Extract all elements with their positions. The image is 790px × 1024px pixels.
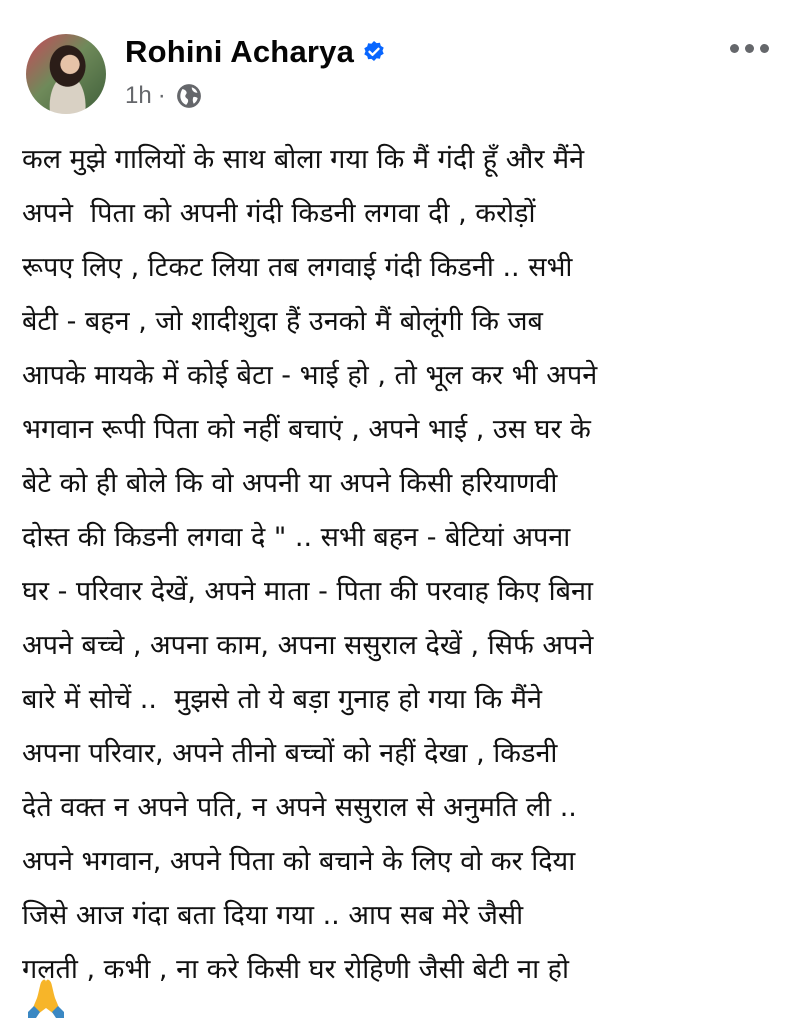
globe-icon[interactable]	[176, 83, 202, 109]
post-header	[0, 0, 790, 125]
post-text-line: घर - परिवार देखें, अपने माता - पिता की परवाह किए बिना	[22, 576, 593, 607]
dot-icon	[730, 44, 739, 53]
post-text-line: भगवान रूपी पिता को नहीं बचाएं , अपने भाई , उस घर के	[22, 414, 591, 445]
folded-hands-emoji-icon	[24, 976, 68, 1020]
post-text-line: अपने बच्चे , अपना काम, अपना ससुराल देखें , सिर्फ अपने	[22, 630, 594, 661]
meta-separator: ·	[157, 82, 166, 109]
dot-icon	[745, 44, 754, 53]
dot-icon	[760, 44, 769, 53]
post-text-line: दोस्त की किडनी लगवा दे " .. सभी बहन - बेटियां अपना	[22, 522, 571, 553]
post-timestamp[interactable]: 1h	[125, 82, 152, 109]
more-options-button[interactable]	[726, 40, 773, 57]
post-text-line: अपने भगवान, अपने पिता को बचाने के लिए वो कर दिया	[22, 846, 576, 877]
post-meta	[125, 82, 202, 110]
author-avatar[interactable]	[26, 34, 106, 114]
post-text-line: गलती , कभी , ना करे किसी घर रोहिणी जैसी बेटी ना हो	[22, 954, 569, 985]
post-text-line: आपके मायके में कोई बेटा - भाई हो , तो भूल कर भी अपने	[22, 360, 598, 391]
post-text-line: अपना परिवार, अपने तीनो बच्चों को नहीं देखा , किडनी	[22, 738, 558, 769]
post-text-line: कल मुझे गालियों के साथ बोला गया कि मैं गंदी हूँ और मैंने	[22, 144, 585, 175]
post-text-line: जिसे आज गंदा बता दिया गया .. आप सब मेरे जैसी	[22, 900, 524, 931]
post-text-line: बेटे को ही बोले कि वो अपनी या अपने किसी हरियाणवी	[22, 468, 558, 499]
author-row	[125, 34, 386, 70]
post-text-line: रूपए लिए , टिकट लिया तब लगवाई गंदी किडनी .. सभी	[22, 252, 573, 283]
post-text-line: बारे में सोचें .. मुझसे तो ये बड़ा गुनाह हो गया कि मैंने	[22, 684, 542, 715]
post-text-line: अपने पिता को अपनी गंदी किडनी लगवा दी , करोड़ों	[22, 198, 536, 229]
verified-badge-icon	[362, 40, 386, 64]
post-text-line: बेटी - बहन , जो शादीशुदा हैं उनको मैं बोलूंगी कि जब	[22, 306, 543, 337]
post-text-line: देते वक्त न अपने पति, न अपने ससुराल से अनुमति ली ..	[22, 792, 577, 823]
post-text	[22, 133, 782, 997]
author-name[interactable]: Rohini Acharya	[125, 34, 355, 69]
